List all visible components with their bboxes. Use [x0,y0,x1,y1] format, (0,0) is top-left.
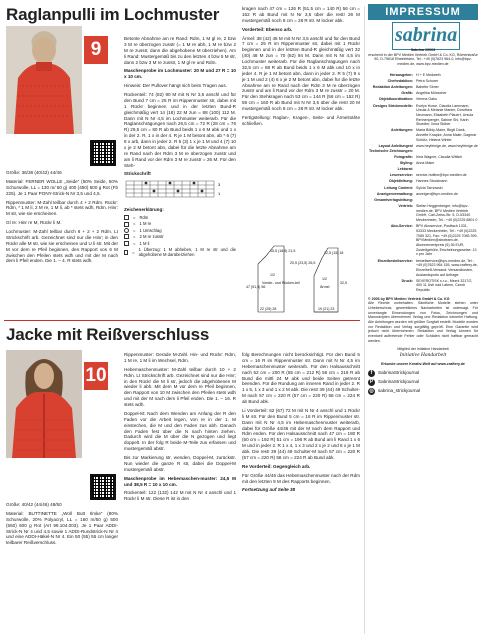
impressum-value: www.heyfeinige.de, www.heyfeinige.de [416,143,478,148]
impressum-key: Fotografie: [394,154,413,159]
impressum-value: Stefan Heggenberger, info@bpv-medien.de, BPV Medien Vertrieb GmbH, Carl-Zeiss-Str. 5, D-53340 Meckenheim, Tel.: +49 (0)2225 8801 0 [416,204,478,223]
impressum-value: H + E Medweth [416,72,441,77]
legend-square-icon [124,222,129,227]
rueckenteil-text: Rückenteil: 74 (82) 90 M mit N Nr 3,5 anschl und für den Bund 7 cm = 25 R im Rippenmuster str, dabei mit 1 Rückr beginnen und in der letzten Bund-R gleichmäßig vert 14 (18) 22 M zun = 88 (100) 112 M. Dann mit N Nr 4,5 im Lochmuster weiterarb. Für die Raglanschrägungen nach 26,5 cm = 72 R (28 cm = 76 R) 29,5 cm = 80 R ab Bund beids 1 x 6 M abk und 1 x in der 2. R, 1 x in der 4. R je 1 M betont abn, ab * 6 (7) 8 x arb, dann in jeder 2. R 5 (3) 1 x je 1 M und 4 (7) 10 x je 2 M betont abn, dabei für die letzte Abnahme am re Rand nach der Rdm 3 M re überzogen zusstr und am li Rand vor der Rdm 3 M re zusstr = 26 M. Für den Steh- [124,92,236,168]
legend-circle-icon [124,228,129,233]
legend-item: = 1 M li [124,241,236,246]
pattern-schematic [244,244,360,314]
impressum-key: Objektkoordination: [378,97,413,102]
re-vorderteil-text: Re Vorderteil: Gegengleich arb. [242,463,311,469]
maschenprobe-text: Maschenprobe im Lochmuster: 20 M und 27 R = 10 x 10 cm. [124,68,236,80]
model-number-9: 9 [84,36,108,64]
pullover-photo [6,26,82,134]
dim-label: 20,5 (23,5) 26,5 [290,261,316,265]
strickschrift-chart [124,179,234,201]
dim-label: 19 (21) 23 [318,307,335,311]
impressum-key: Einzelbestellservice: [377,258,413,263]
impressum-row [368,179,478,184]
legend-dash-icon [124,241,129,246]
impressum-value: Sylvia Tarnowski [416,185,443,190]
front-back-piece [258,246,284,312]
impressum-row [368,198,478,203]
qr-code[interactable] [90,140,116,166]
li-vorderteil-text: Li Vorderteil: 62 (67) 72 M mit N Nr 4 anschl und 1 Rückr li M str. Für den Bund 5 cm = 16 R im Rippenmuster str. Dann mit N Nr 4,5 im Hebemaschenmuster weiterarb, dabei für Größe 44/46 mit der M nach dem Rapport und Rdm enden. Für den Halsausschnitt nach 47 cm = 180 R (50 cm = 192 R) 51 cm = 196 R ab Bund am li Rand 1 x 6 M und in jeder 2. R 1 x 4, 1 x 3 und 2 x je 2 und 6 x je 1 M abk. Die rest! 39 (44) 49 Schulter-M nach 57 cm = 220 R (57 cm = 220 R) 58 cm = 224 R ab Bund abk. [242,407,360,460]
gl-re-text: Gl re: Hinr re M, Rückr li M. [6,220,62,226]
impressum-row [368,155,478,160]
jacket-photo [6,350,82,458]
markierung-text: Bis zur Markierung str, wenden, Doppel-M, zurückstr. Nun wieder die ganze R str, dabei die Doppel-M mustergemäß abstr. [124,455,236,472]
impressum-row [368,144,478,153]
section1-title: Raglanpulli im Lochmuster [6,5,220,24]
section2-col1 [6,502,118,549]
half-right: 1/2 [322,277,327,281]
material-text: Material: BUTTINETTE „Woll Butt Ilmke“ (80% Schurwolle, 20% Polyacryl, LL = 160 m/50 g) 500 (550) 600 g Rot (Art 99.104.003). Je 1 Paar ADDI-Strick-N Nr 4 und 4,5 sowie 1 ADDI-Rundstrick-N Nr 4 und eine ADDI-Häkel-N Nr 4. Ein 50 (55) 55 cm langer teilbarer Reißverschluss. [6,510,118,546]
impressum-row [368,91,478,96]
front-label: Vorder- und Rücken-teil [262,281,300,285]
impressum-value: anzeigen@bpv-medien.de [416,191,459,196]
impressum-key: Styling: [399,160,413,165]
pinterest-icon: P [369,378,374,385]
impressum-value: SEVEROTISK s.r.o., Mezni 3217/2, 400 11 Ústí nad Labem, Czech Republic [416,278,473,293]
legend-item: = 1 Umschlag [124,228,236,233]
dim-label: 12,5 (15) 18 [324,251,344,255]
impressum-value: Babette Simer [416,85,439,90]
legend-slash-icon [124,234,129,239]
impressum-value: Maria Böhly-Maier, Birgit Dank, Annette Knapke, Anna Maier, Dagmar Schütz, Helena Winter [416,128,477,142]
social-link[interactable] [368,388,478,395]
jacket-model-image [6,350,82,458]
impressum-row [368,128,478,142]
abnahme-text: Betonte Abnahme am re Rand: Rdm, 1 M gl re, 2 bzw 3 M re überzogen zusstr (= 1 M re abh, 1 M re bzw 2 M re zusstr, dann die abgehobene M überziehen). Am li Rand: Mustergemäß bis zu den letzten 4 bzw 5 M str, dann 2 bzw 3 M re zusstr, 1 M gl re und Rdm. [124,36,236,65]
impressum-value: Hannes Stockmann [416,179,448,184]
section2-col3 [242,352,360,496]
impressum-key: Designs Strickmodelle: [373,103,413,108]
impressum-key: Leserservice: [389,173,413,178]
initiative-logo: Initiative Handarbeit [399,352,447,359]
impressum-value: Petra Schurer [416,78,439,83]
legend-item: = 1 Überzug: 1 M abheben, 1 M re str und die abgehobene M darüberziehen [124,247,236,258]
impressum-rows [368,73,478,293]
legend-list [124,215,236,258]
impressum-row [368,173,478,178]
impressum-row [368,85,478,90]
section-divider [4,320,360,321]
issue-number: Sabrina 29003 [410,48,436,52]
impressum-row [368,161,478,166]
impressum-value: Anna Maier [416,160,435,165]
impressum-value [416,198,478,203]
section1-col1 [6,170,118,267]
impressum-row [368,279,478,293]
impressum-row [368,224,478,257]
impressum-key: Lektorat: [397,167,413,172]
impressum-key: Herausgeber: [389,72,413,77]
half-left: 1/2 [270,273,275,277]
strickschrift-heading: Strickschrift [124,171,151,177]
zeichen-heading: Zeichenerklärung: [124,207,164,213]
impressum-key: Gesamtverlagsleitung: [374,197,413,202]
continuation-text: Fortsetzung auf Seite 38 [242,487,296,493]
impressum-row [368,79,478,84]
section1-col3 [242,6,360,130]
pullover-model-image [6,26,82,134]
facebook-icon: f [368,370,375,377]
impressum-key: Grafik: [401,91,413,96]
social-label: SabrinaStrickjournal [378,370,420,376]
section2-title: Jacke mit Reißverschluss [6,325,210,344]
impressum-banner: IMPRESSUM [368,4,478,20]
social-links [368,370,478,395]
impressum-row [368,204,478,223]
member-text: Mitglied der Initiative Handarbeit [397,347,449,352]
vorderteil-text: Vorderteil: Ebenso arb. [242,26,293,32]
material-text: Material: FERNER WOLLE „Seide“ (50% Seide, 50% Schurwolle, LL = 130 m/ 50 g) 400 (450) 500 g Rot (Fb 225). Je 1 Paar PONY-Strick-N Nr 3,5 und 4,5. [6,178,118,196]
social-link[interactable] [368,370,478,377]
kragen-text: kragen nach 47 cm = 126 R (51,5 cm = 140 R) 56 cm = 152 R ab Bund mit N Nr 3,5 über die rest! 26 M mustergemäß noch 8 cm = 28 R str. M locker abk. [242,6,360,23]
dim-label: 22 (25) 28 [260,307,277,311]
instagram-icon: ◎ [369,387,374,394]
aermel-text: Ärmel: 38 (42) 46 M mit N Nr 3,5 anschl und für den Bund 7 cm = 25 R im Rippenmuster str, dabei mit 1 Rückr beginnen und in der letzten Bund-R gleichmäßig vert 32 (40) 48 M zun = 70 (82) 94 M. Dann mit N Nr 4,5 im Lochmuster weiterarb. Für die Raglanschrägungen nach 32,5 cm = 88 R ab Bund beids 1 x 6 M abk und 10 x in jeder 4. R je 1 M betont abn, dann in jeder 2. R 5 (7) 9 x je 1 M und 2 (4) 6 x je 2 M betont abn, dabei für die letzte Abnahme am re Rand nach der Rdm 3 M re überzogen zusstr und am li Rand vor der Rdm 3 M re zusstr = 20 M. Für den Stehkragen nach 53 cm = 144 R (56 cm = 152 R) 59 cm = 160 R ab Bund mit N Nr 3,5 über die rest! 20 M mustergemäß noch 8 cm = 28 R str. M locker abk. [242,35,360,111]
legend-backslash-icon [124,250,128,255]
hinweis-text: Hinweis: Der Pullover hängt sich beim Tragen aus. [124,83,227,89]
impressum-value: Irina Wagner, Claudia Wittich [416,154,463,159]
size-text: Größe: 36/38 (40/42) 44/46 [6,170,62,175]
section1-col2 [124,36,236,259]
impressum-row [368,259,478,278]
hebemaschen-text: Hebemaschenmuster: M-Zahl teilbar durch 10 + 2 Rdm. Lt Strickschrift arb. Gezeichnet sind nur die Hinr; in den Rückr die M li str, jedoch die abgehobenen M wieder li abh. Mit dem M vor dem re Pfeil beginnen, den Rapport von 10 M zwischen den Pfeilen stets wdh und mit der M nach dem li Pfeil enden. Die 1. – 16. R stets wdh. [124,366,236,407]
impressum-key: Redaktion Anleitungen: [372,85,413,90]
impressum-value [416,167,478,172]
groesse-hinweis-text: Für Größe 44/46 das Hebemaschenmuster nach der Rdm mit den letzten 9 M des Rapports beginnen. [242,472,360,484]
legal-notice: Alle Rechte vorbehalten. Sämtliche Modelle stehen unter Urheberschutz, gewerbliches Nacharbeiten ist untersagt. Für unverlangte Einsendungen von Fotos, Zeichnungen und Manuskripten übernehmen Verlag und Redaktion keinerlei Haftung. Alle Anleitungen wurden mit größter Sorgfalt erstellt. Modelle wurden vor Redaktion und Verlag sorgfältig geprüft. Eine Garantie wird jedoch nicht übernommen. Redaktion und Verlag können für eventuell auftretende Fehler oder Schäden nicht haftbar gemacht werden. [368,301,478,343]
impressum-key: Vertrieb: [398,204,413,209]
discover-text: Erkunde unsere Kreativ-Welt auf www.craftery.de [381,362,465,367]
impressum-value: service-hotline@bpv-medien.de [416,173,467,178]
impressum-value: BPV Aboservice, Postfach 1331, 53333 Meckenheim, Tel.: +49 (0)2225 7085 321, Fax: +49 (0)2225 7085 399, BPVMedien@aboteam.de, Abonnementpreis (6) 36 EUR, Zustellgebühr, Erscheinungsweise: 13 x pro Jahr [416,224,478,257]
copyright: © 2006 by BPV Medien Vertrieb GmbH & Co. KG [368,296,450,301]
lochmuster-text: Lochmuster: M-Zahl teilbar durch 6 + 2 + 2 Rdm. Lt Strickschrift arb. Gezeichnet sind nur die Hinr; in den Rückr alle M str, wie sie erscheinen und U li str. Mit der M vor dem re Pfeil beginnen, den Rapport von 6 M zwischen den Pfeilen stets wdh und mit der M nach dem li Pfeil enden. Die 1. – 4. R stets wdh. [6,229,118,264]
impressum-key: Objektleitung: [388,179,413,184]
impressum-key: Anzeigenverwaltung: [376,191,413,196]
rippenmuster-text: Rippenmuster: M-Zahl teilbar durch 4 + 2 Rdm. Rückr: Rdm, * 1 M li, 2 M re, 1 M li, ab * stets wdh, Rdm. Hinr: M str, wie sie erscheinen. [6,199,118,217]
social-link[interactable] [368,379,478,386]
impressum-value: Evelyn Howe, Claudia Laermann, Ursula & Melanie Manier, Dorothea Neumann, Elisabeth Plauert, Ursula Rennenperger, Sabine Shi, Karin Stoedler, Ilona Stöber [416,103,474,127]
legend-square-icon [124,215,129,220]
rippenmuster-text: Rippenmuster: Gerade M-Zahl. Hin- und Rückr: Rdm, 1 M re, 1 M li im Wechsel, Rdm. [124,352,236,363]
column-separator [364,6,365,634]
rueckenteil-text: Rückenteil: 122 (132) 142 M mit N Nr 4 anschl und 1 Rückr li M str. Diese R ist in den [124,490,236,502]
doppel-m-text: Doppel-M: Nach dem Wenden am Anfang der R den Faden vor die Arbeit legen, von re in der 1. M einstechen, die M und den Faden zus abh. Danach den Faden fest über die N nach hinten ziehen. Dadurch wird die M über die N gezogen und liegt doppelt. In der folg R beide M-Teile zus erfassen und mustergemäß abstr. [124,410,236,452]
svg-text:3: 3 [218,182,221,188]
publisher-line: erscheint in der BPV Medien Vertrieb GmbH & Co. KG, Römerstraße 90, D-79618 Rheinfelden, Tel.: +49 (0)7623 964-0, info@bpv-medien.de, www.bpv-medien.de [368,52,478,67]
legend-item: = 2 M re zusstr [124,234,236,239]
impressum-key: Anleitungen: [391,128,413,133]
legend-item: = 1 M re [124,221,236,226]
dim-label: 47 (51,5) 56 [246,285,266,289]
maschenprobe-text: Maschenprobe im Hebemaschen-muster: 24,5 M und 38,5 R = 10 x 10 cm. [124,475,236,487]
sleeve-label: Ärmel [320,285,330,289]
impressum-body [368,48,478,397]
impressum-value: Verena Gako [416,97,437,102]
berechnung-text: folg Berechnungen nicht berücksichtigt. Für den Bund 5 cm = 16 R im Rippenmuster str. Dann mit N Nr 4,5 im Hebemaschenmuster weiterarb. Für den Halsausschnitt nach 52 cm = 200 R (55 cm = 212 R) 56 cm = 216 R ab Bund die mittl 24 M abk und beide Seiten getrennt beenden. Für die Rundung am inneren Rand in jeder 2. R 1 x 5, 1 x 3 und 1 x 2 M abk. Die rest! 39 (44) 49 Schulter-M nach 57 cm = 220 R (57 cm = 220 R) 58 cm = 224 R ab Bund abk. [242,352,360,404]
impressum-key: Leitung Content: [384,185,413,190]
impressum-value: Angelika Münscher [416,91,447,96]
model-number-10: 10 [84,362,108,390]
section2-col2 [124,352,236,505]
size-text: Größe: 40/42 (44/46) 48/50 [6,502,62,507]
impressum-row [368,167,478,172]
impressum-row [368,73,478,78]
qr-code[interactable] [90,474,116,500]
impressum-row [368,97,478,102]
fertigstellung-text: Fertigstellung: Raglan-, Kragen-, Seite- und Ärmelnähte schließen. [242,114,360,126]
svg-text:1: 1 [218,191,221,197]
impressum-row [368,104,478,127]
social-label: sabrina_strickjournal [378,388,421,394]
impressum-key: Chefredaktion: [387,78,413,83]
sabrina-logo: sabrina [392,22,460,50]
impressum-key: Layout Anleitungen/ Technische Zeichnungen: [368,143,413,153]
dim-label: 32,5 [340,281,347,285]
impressum-row [368,186,478,191]
legend-item: = Rdm [124,215,236,220]
dim-label: 15,5 (18,5) 21,5 [270,249,296,253]
social-label: SabrinaStrickjournal [378,379,420,385]
impressum-key: Druck: [401,278,413,283]
impressum-key: Abo-Service: [390,224,413,229]
impressum-row [368,192,478,197]
impressum-value: bestellservice@bpv-medien.de, Tel.: +49 (0)7623 964 155, www.craftery.de, Einzelheft-Versand: Versandkosten, Auslandsporto auf Anfrage. [416,258,478,277]
